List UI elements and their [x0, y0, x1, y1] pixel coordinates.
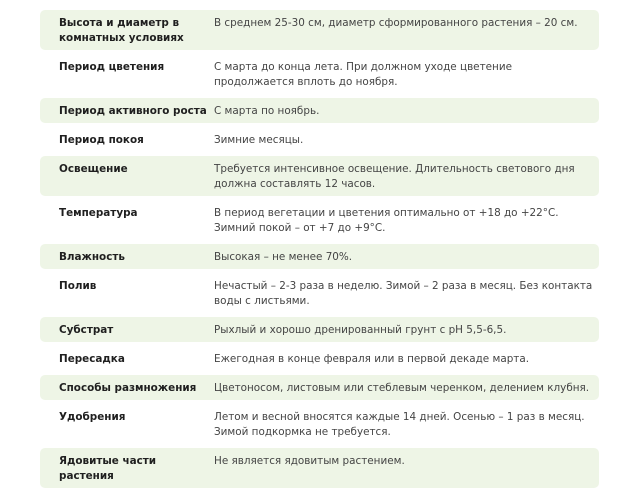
row-value: Требуется интенсивное освещение. Длительность светового дня должна составлять 12 часов. [214, 163, 575, 190]
row-label: Способы размножения [59, 382, 197, 394]
table-row [40, 317, 599, 342]
table-row [40, 200, 599, 240]
row-label: Освещение [59, 163, 128, 175]
table-row [40, 54, 599, 94]
row-label: Период активного роста [59, 105, 207, 117]
table-row [40, 273, 599, 313]
row-label: Пересадка [59, 353, 125, 365]
table-row [40, 10, 599, 50]
table-row [40, 404, 599, 444]
row-value: Летом и весной вносятся каждые 14 дней. Осенью – 1 раз в месяц. Зимой подкормка не требуется. [214, 411, 585, 438]
row-label: Высота и диаметр в комнатных условиях [59, 17, 184, 44]
row-label: Период покоя [59, 134, 144, 146]
row-label: Период цветения [59, 61, 165, 73]
table-row [40, 156, 599, 196]
row-label: Полив [59, 280, 97, 292]
table-row [40, 244, 599, 269]
row-value: Ежегодная в конце февраля или в первой декаде марта. [214, 353, 530, 365]
table-row [40, 98, 599, 123]
row-label: Удобрения [59, 411, 126, 423]
row-value: В среднем 25-30 см, диаметр сформированного растения – 20 см. [214, 17, 578, 29]
row-label: Температура [59, 207, 138, 219]
row-value: Рыхлый и хорошо дренированный грунт с рН 5,5-6,5. [214, 324, 507, 336]
row-label: Влажность [59, 251, 125, 263]
row-value: Не является ядовитым растением. [214, 455, 405, 467]
row-value: Нечастый – 2-3 раза в неделю. Зимой – 2 раза в месяц. Без контакта воды с листьями. [214, 280, 593, 307]
row-value: С марта по ноябрь. [214, 105, 320, 117]
row-label: Ядовитые части растения [59, 455, 157, 482]
row-value: Зимние месяцы. [214, 134, 304, 146]
row-value: В период вегетации и цветения оптимально от +18 до +22°С. Зимний покой – от +7 до +9°С. [214, 207, 559, 234]
table-row [40, 127, 599, 152]
table-row [40, 448, 599, 488]
table-row [40, 346, 599, 371]
care-table [40, 10, 599, 492]
row-value: Цветоносом, листовым или стеблевым черенком, делением клубня. [214, 382, 590, 394]
row-value: С марта до конца лета. При должном уходе цветение продолжается вплоть до ноября. [214, 61, 512, 88]
row-label: Субстрат [59, 324, 114, 336]
row-value: Высокая – не менее 70%. [214, 251, 353, 263]
table-row [40, 375, 599, 400]
